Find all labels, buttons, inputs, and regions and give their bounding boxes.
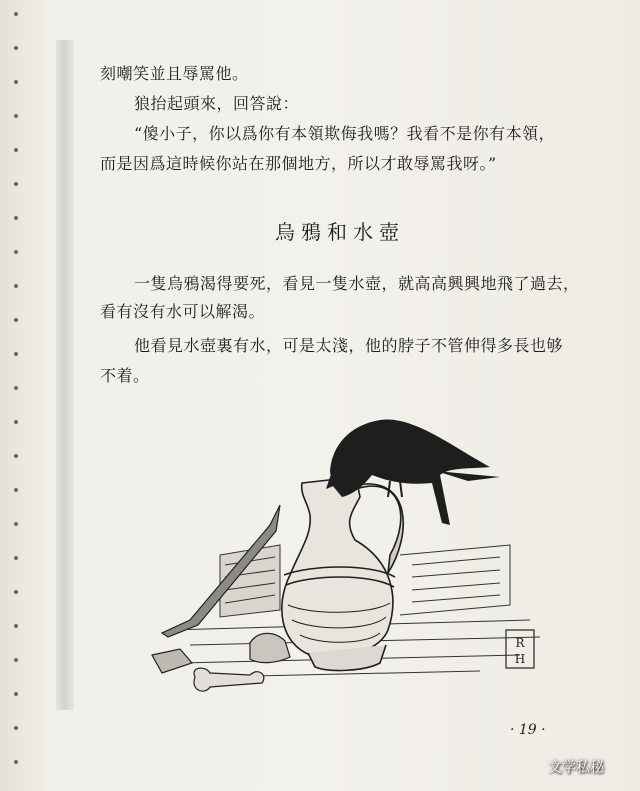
text-line: 而是因爲這時候你站在那個地方，所以才敢辱罵我呀。” xyxy=(100,154,497,173)
previous-story-text xyxy=(100,62,590,176)
binding-hole xyxy=(14,624,18,628)
binding-hole xyxy=(14,12,18,16)
binding-hole xyxy=(14,80,18,84)
text-line: 刻嘲笑並且辱罵他。 xyxy=(100,64,249,83)
text-line: “傻小子，你以爲你有本領欺侮我嗎？我看不是你有本領， xyxy=(134,124,556,143)
binding-hole xyxy=(14,420,18,424)
binding-hole xyxy=(14,386,18,390)
binding-hole xyxy=(14,46,18,50)
binding-holes xyxy=(10,0,24,791)
binding-hole xyxy=(14,760,18,764)
signature-bottom: H xyxy=(514,652,526,666)
binding-hole xyxy=(14,522,18,526)
story-title: 烏鴉和水壺 xyxy=(275,220,405,244)
binding-hole xyxy=(14,216,18,220)
text-line: 不着。 xyxy=(100,366,150,385)
binding-hole xyxy=(14,148,18,152)
binding-hole xyxy=(14,284,18,288)
bone-shape xyxy=(194,668,264,691)
text-line: 一隻烏鴉渴得要死，看見一隻水壺，就高高興興地飛了過去， xyxy=(134,274,580,293)
stone-block xyxy=(152,649,192,673)
binding-hole xyxy=(14,726,18,730)
crow-pitcher-illustration xyxy=(150,405,550,705)
binding-hole xyxy=(14,318,18,322)
binding-hole xyxy=(14,590,18,594)
page-number: · 19 · xyxy=(510,722,546,738)
binding-hole xyxy=(14,454,18,458)
story-body xyxy=(100,272,590,388)
binding-shadow xyxy=(56,40,74,710)
binding-hole xyxy=(14,182,18,186)
text-line: 他看見水壺裏有水，可是太淺，他的脖子不管伸得多長也够 xyxy=(134,336,564,355)
text-line: 看有沒有水可以解渴。 xyxy=(100,302,266,321)
binding-hole xyxy=(14,556,18,560)
signature-top: R xyxy=(515,636,525,650)
binding-hole xyxy=(14,658,18,662)
binding-hole xyxy=(14,488,18,492)
watermark: 文学私秘 xyxy=(548,760,604,776)
binding-hole xyxy=(14,250,18,254)
text-line: 狼抬起頭來，回答說： xyxy=(134,94,300,113)
broken-shell xyxy=(250,633,290,662)
binding-hole xyxy=(14,692,18,696)
binding-hole xyxy=(14,114,18,118)
binding-hole xyxy=(14,352,18,356)
pitcher-shape xyxy=(282,477,403,670)
